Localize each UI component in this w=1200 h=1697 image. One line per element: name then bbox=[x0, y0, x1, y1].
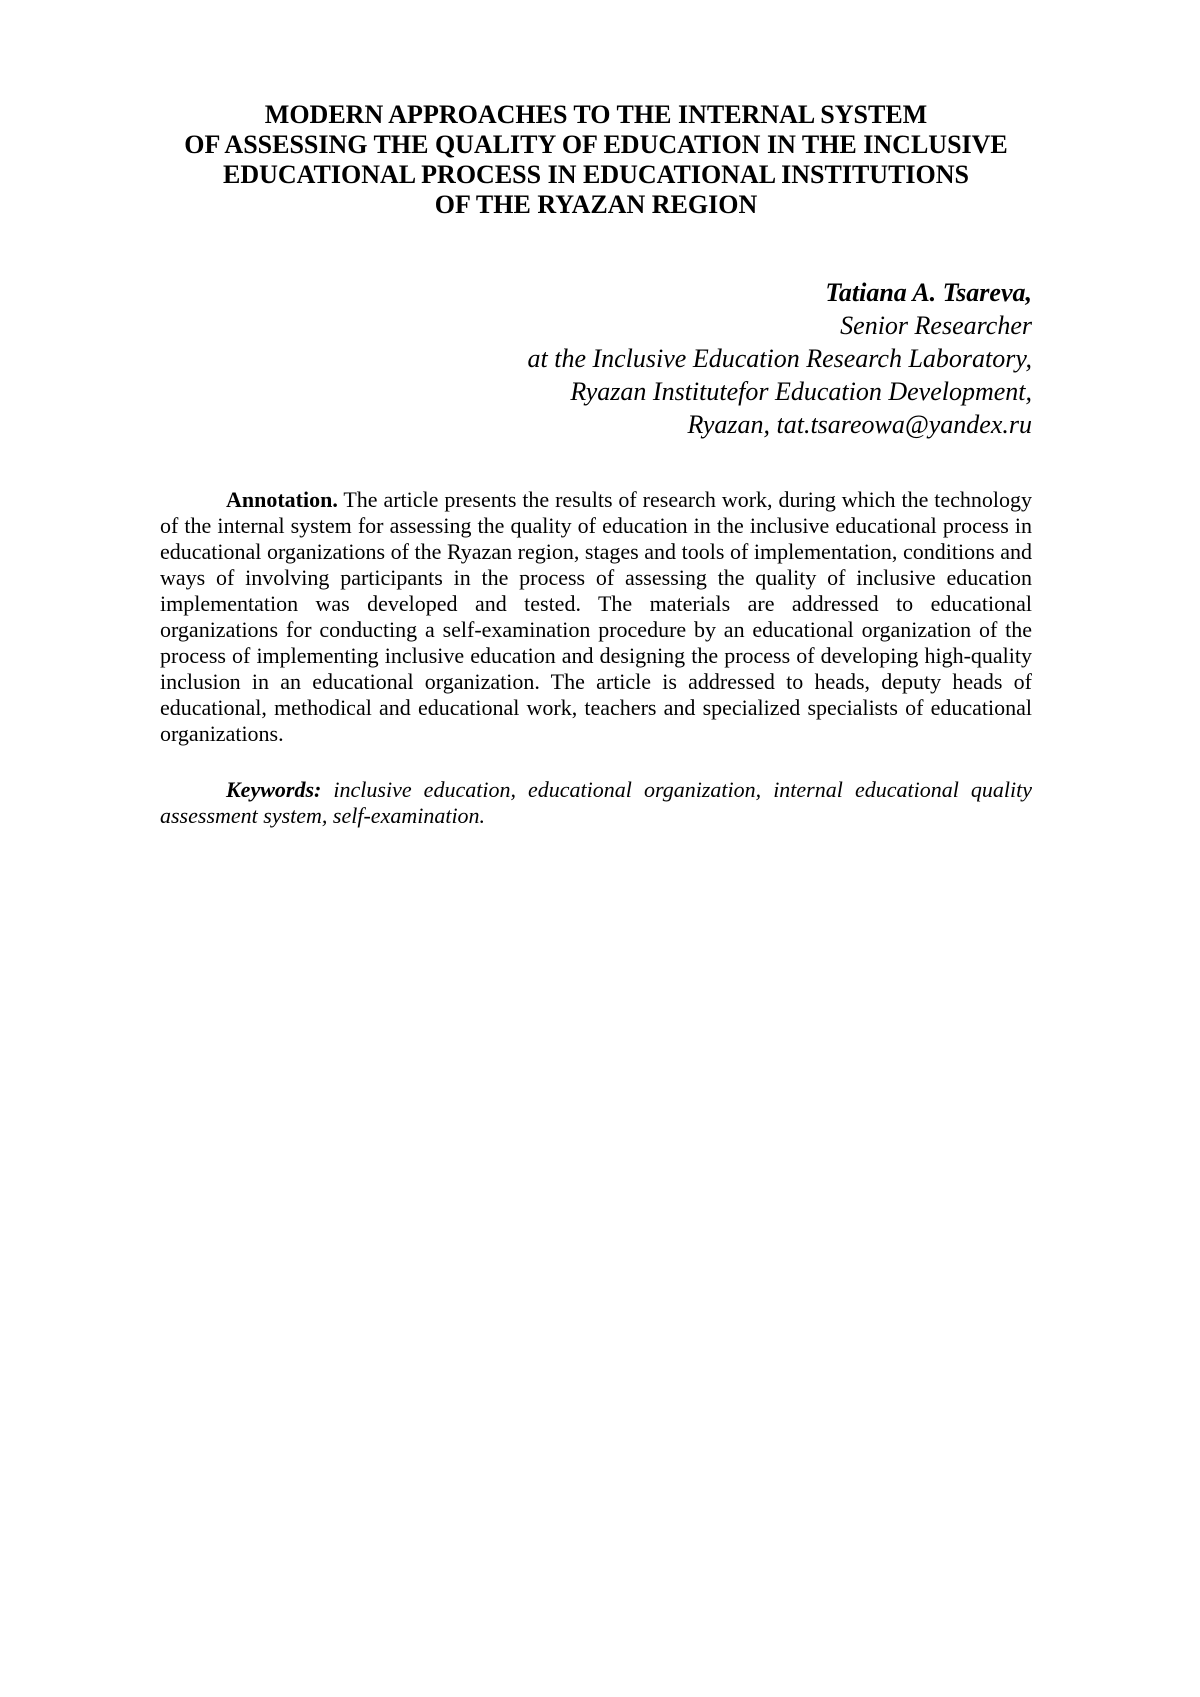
author-city-email: Ryazan, tat.tsareowa@yandex.ru bbox=[687, 410, 1032, 439]
article-title-line-1: MODERN APPROACHES TO THE INTERNAL SYSTEM bbox=[264, 100, 928, 129]
annotation-text: The article presents the results of research work, during which the technology of the internal system for assessing the quality of education in the inclusive educational process in educational organizations of the Ryazan region, stages and tools of implementation, conditions and ways of involving participants in the process of assessing the quality of inclusive education implementation was developed and tested. The materials are addressed to educational organizations for conducting a self-examination procedure by an educational organization of the process of implementing inclusive education and designing the process of developing high-quality inclusion in an educational organization. The article is addressed to heads, deputy heads of educational, methodical and educational work, teachers and specialized specialists of educational organizations. bbox=[160, 487, 1032, 746]
author-block bbox=[160, 276, 1032, 441]
article-title-line-2: OF ASSESSING THE QUALITY OF EDUCATION IN THE INCLUSIVE bbox=[184, 130, 1008, 159]
author-name: Tatiana A. Tsareva, bbox=[825, 278, 1032, 307]
annotation-label: Annotation. bbox=[226, 487, 338, 512]
author-role: Senior Researcher bbox=[840, 311, 1032, 340]
author-affiliation-line-1: at the Inclusive Education Research Laboratory, bbox=[527, 344, 1032, 373]
article-title-line-4: OF THE RYAZAN REGION bbox=[434, 190, 758, 219]
keywords-paragraph bbox=[160, 777, 1032, 829]
keywords-text: inclusive education, educational organization, internal educational quality assessment system, self-examination. bbox=[160, 777, 1032, 828]
author-affiliation-line-2: Ryazan Institutefor Education Development, bbox=[570, 377, 1032, 406]
annotation-paragraph bbox=[160, 487, 1032, 747]
article-title bbox=[160, 100, 1032, 220]
article-title-line-3: EDUCATIONAL PROCESS IN EDUCATIONAL INSTITUTIONS bbox=[223, 160, 969, 189]
keywords-label: Keywords: bbox=[226, 777, 322, 802]
